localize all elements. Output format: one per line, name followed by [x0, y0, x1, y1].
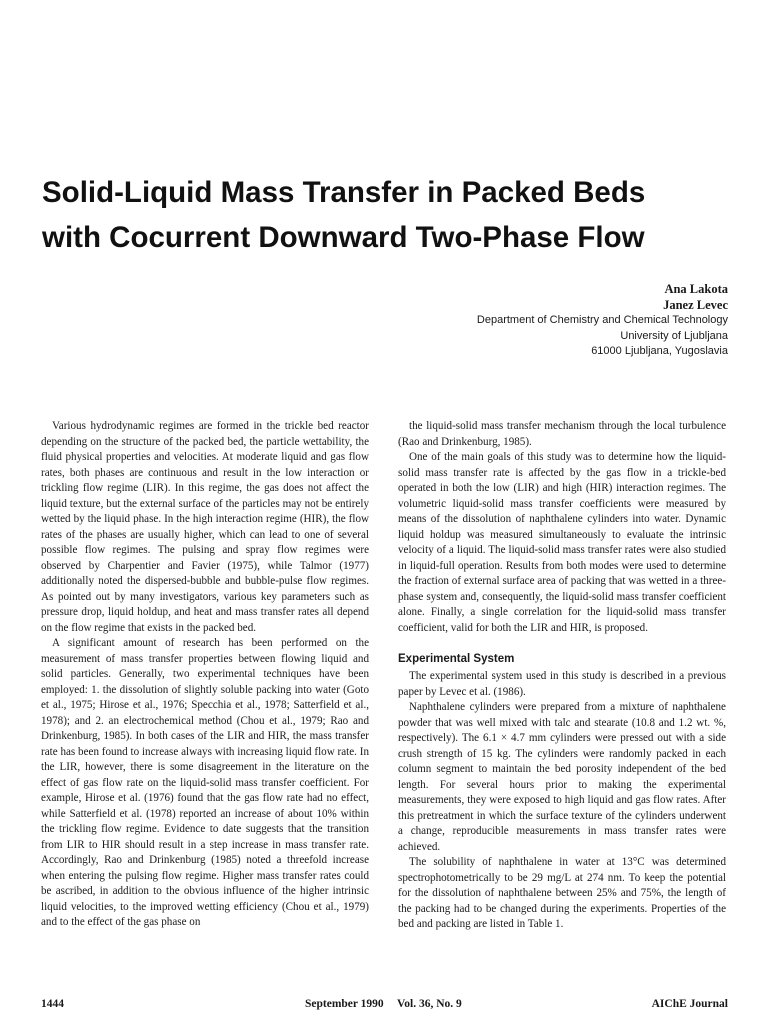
left-column	[41, 419, 369, 931]
body-paragraph: The solubility of naphthalene in water at 13°C was determined spectrophotometrically to be 29 mg/L at 274 nm. To keep the potential for the dissolution of naphthalene between 25% and 75%, the length of the packing had to be changed during the experiments. Properties of the bed and packing are listed in Table 1.	[398, 856, 726, 930]
title-line-1: Solid-Liquid Mass Transfer in Packed Beds	[42, 176, 646, 209]
author-block	[477, 281, 728, 360]
body-paragraph: A significant amount of research has been performed on the measurement of mass transfer properties between flowing liquid and solid particles. Generally, two experimental techniques have been employed: 1. the dissolution of slightly soluble packing into water (Goto et al., 1975; Hirose et al., 1976; Specchia et al., 1978; Satterfield et al., 1978); and 2. an electrochemical method (Chou et al., 1979; Rao and Drinkenburg, 1985). In both cases of the LIR and HIR, the mass transfer rate has been found to increase always with increasing liquid flow rate. In the LIR, however, there is some disagreement in the literature on the effect of gas flow rate on the liquid-solid mass transfer coefficient. For example, Hirose et al. (1976) found that the gas flow rate had no effect, while Satterfield et al. (1978) reported an increase of about 10% within the trickling flow regime. Evidence to date suggests that the transition from LIR to HIR should result in a step increase in mass transfer rate. Accordingly, Rao and Drinkenburg (1985) noted a threefold increase when entering the pulsing flow regime. Higher mass transfer rates could be ascribed, in addition to the obvious influence of the higher intrinsic liquid velocities, to the improved wetting efficiency (Chou et al., 1979) and to the effect of the gas phase on	[41, 637, 369, 928]
body-paragraph: Various hydrodynamic regimes are formed in the trickle bed reactor depending on the structure of the packed bed, the particle wettability, the fluid physical properties and velocities. At moderate liquid and gas flow rates, both phases are continuous and result in the low interaction or trickling flow regime (LIR). In this regime, the gas does not affect the liquid texture, but the external surface of the particles may not be entirely wetted by the liquid phase. In the high interaction regime (HIR), the flow rates of the phases are usually higher, which can lead to one of several possible flow regimes. The pulsing and spray flow regimes were observed by Charpentier and Favier (1975), while Talmor (1977) additionally noted the dispersed-bubble and bubble-pulse flow regimes. As pointed out by many investigators, various key parameters such as pressure drop, liquid holdup, and heat and mass transfer rates all depend on the flow regime that exists in the packed bed.	[41, 420, 369, 634]
article-title	[42, 170, 742, 260]
body-paragraph: Naphthalene cylinders were prepared from a mixture of naphthalene powder that was well mixed with talc and stearate (10.8 and 1.2 wt. %, respectively). The 6.1 × 4.7 mm cylinders were pressed out with a side crush strength of 15 kg. The cylinders were randomly packed in each column segment to maintain the bed porosity independent of the bed length. For several hours prior to making the experimental measurements, they were exposed to high liquid and gas flow rates. After this pretreatment in which the surface texture of the cylinders underwent a change, reproducible measurements in mass transfer rates were achieved.	[398, 701, 726, 853]
body-paragraph: One of the main goals of this study was to determine how the liquid-solid mass transfer rate is affected by the gas flow in a trickle-bed operated in both the low (LIR) and high (HIR) interaction regimes. The volumetric liquid-solid mass transfer coefficients were measured by means of the dissolution of naphthalene cylinders into water. Dynamic liquid holdup was measured simultaneously to evaluate the intrinsic velocity of a liquid. The liquid-solid mass transfer rates were also studied in liquid-full operation. Results from both modes were used to determine the fraction of external surface area of packing that was wetted in a three-phase system and, consequently, the liquid-solid mass transfer coefficient alone. Finally, a single correlation for the liquid-solid mass transfer coefficient, valid for both the LIR and HIR, is proposed.	[398, 451, 726, 634]
page-footer	[0, 996, 768, 1012]
affiliation-line: University of Ljubljana	[620, 329, 728, 342]
affiliation-line: 61000 Ljubljana, Yugoslavia	[591, 345, 728, 357]
author-name: Ana Lakota	[664, 282, 728, 296]
volume-info: Vol. 36, No. 9	[397, 998, 462, 1010]
section-heading: Experimental System	[398, 653, 515, 665]
body-paragraph: the liquid-solid mass transfer mechanism through the local turbulence (Rao and Drinkenburg, 1985).	[398, 420, 726, 448]
affiliation-line: Department of Chemistry and Chemical Technology	[476, 314, 728, 326]
page-number: 1444	[41, 998, 64, 1010]
author-name: Janez Levec	[663, 298, 728, 312]
right-column	[398, 419, 726, 933]
body-paragraph: The experimental system used in this study is described in a previous paper by Levec et al. (1986).	[398, 670, 726, 698]
issue-date: September 1990	[305, 998, 384, 1010]
title-line-2: with Cocurrent Downward Two-Phase Flow	[42, 221, 645, 254]
journal-name: AIChE Journal	[651, 998, 728, 1010]
